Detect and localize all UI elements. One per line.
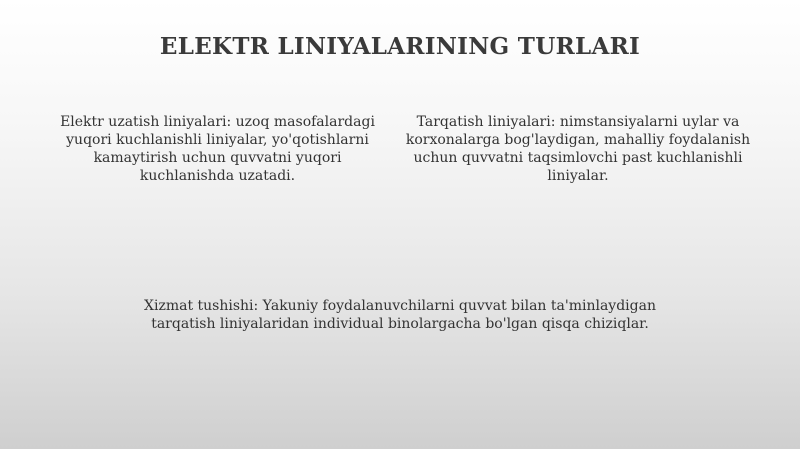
service-drop-text: Xizmat tushishi: Yakuniy foydalanuvchilarni quvvat bilan ta'minlaydigan tarqatish liniyalaridan individual binolargacha bo'lgan qisqa chiziqlar. — [144, 298, 656, 332]
distribution-lines-text: Tarqatish liniyalari: nimstansiyalarni uylar va korxonalarga bog'laydigan, mahalliy foydalanish uchun quvvatni taqsimlovchi past kuchlanishli liniyalar. — [405, 114, 751, 184]
slide-title: ELEKTR LINIYALARINING TURLARI — [159, 33, 641, 60]
transmission-lines-text: Elektr uzatish liniyalari: uzoq masofalardagi yuqori kuchlanishli liniyalar, yo'qotishlarni kamaytirish uchun quvvatni yuqori kuchlanishda uzatadi. — [60, 114, 375, 184]
